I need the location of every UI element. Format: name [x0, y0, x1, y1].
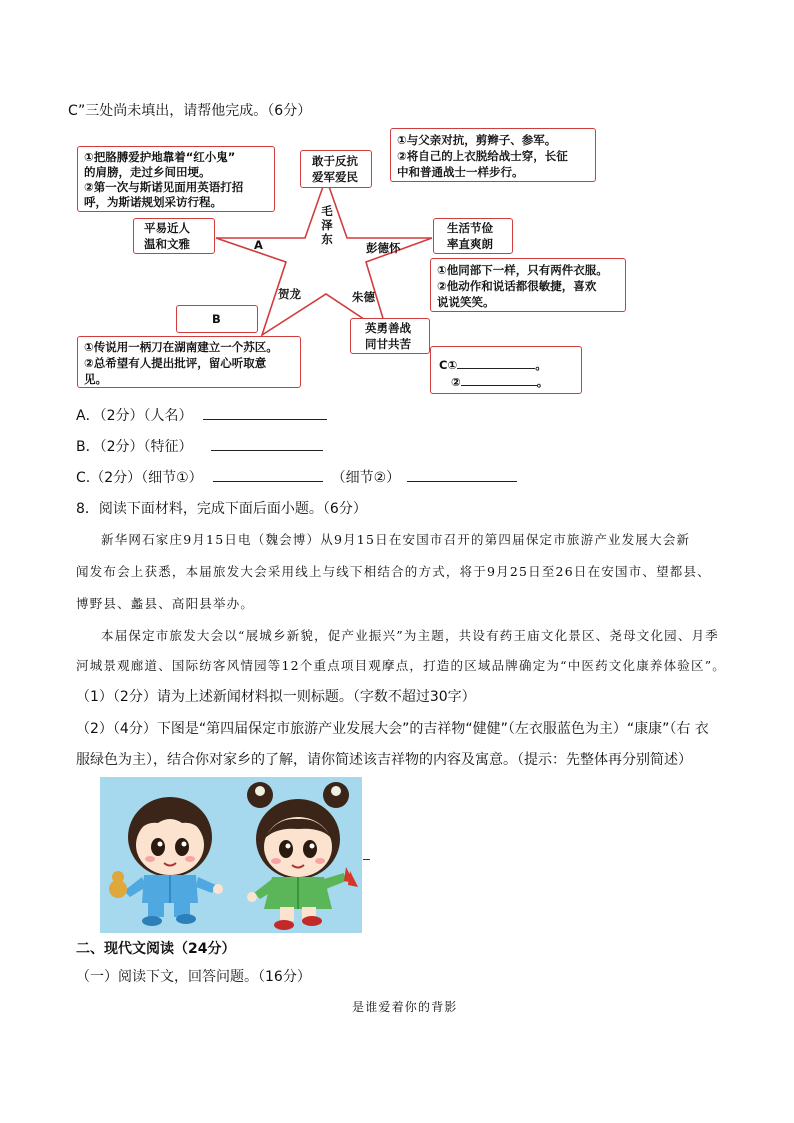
mao-detail-2: ②将自己的上衣脱给战士穿，长征: [397, 149, 568, 163]
zhu-trait-box: [350, 318, 430, 354]
mascot-image: [100, 777, 362, 933]
mascot-illustration: [100, 777, 362, 933]
c-answer-box: [430, 346, 582, 394]
answer-b-blank[interactable]: [211, 436, 323, 451]
mao-trait-box: [300, 150, 372, 188]
q8-p1-line3: 博野县、蠡县、高阳县举办。: [76, 596, 255, 611]
peng-name: 彭德怀: [366, 241, 401, 255]
answer-b: [76, 436, 323, 456]
mao-char-3: 东: [321, 232, 333, 246]
mao-detail-box: [390, 128, 596, 182]
peng-trait-box: [433, 218, 513, 254]
he-name: 贺龙: [278, 287, 301, 301]
c-blank-1[interactable]: [457, 354, 535, 369]
he-detail-box: [77, 336, 301, 388]
mao-detail-3: 中和普通战士一样步行。: [397, 165, 524, 179]
answer-b-label: B．（2分）（特征）: [76, 439, 193, 455]
he-trait-box: [176, 305, 258, 333]
answer-c-blank-2[interactable]: [407, 467, 517, 482]
left-trait-box: [133, 218, 215, 254]
answer-c-mid-label: （细节②）: [331, 470, 401, 486]
label-a: A: [254, 238, 263, 252]
answer-a-label: A．（2分）（人名）: [76, 408, 193, 424]
left-trait-1: 平易近人: [144, 221, 190, 235]
answer-c: [76, 467, 517, 487]
peng-trait-1: 生活节俭: [447, 221, 493, 235]
c-blank-2[interactable]: [461, 371, 537, 386]
q8-title: 8．阅读下面材料，完成下面后面小题。（6分）: [76, 501, 367, 517]
answer-c-blank-1[interactable]: [213, 467, 323, 482]
zhu-name: 朱德: [352, 290, 375, 304]
peng-detail-3: 说说笑笑。: [437, 295, 495, 309]
zhu-trait-1: 英勇善战: [365, 321, 411, 335]
answer-a: [76, 405, 327, 425]
peng-trait-2: 率直爽朗: [447, 237, 493, 251]
section2-sub: （一）阅读下文，回答问题。（16分）: [76, 969, 311, 985]
q8-p2-line1: 本届保定市旅发大会以“展城乡新貌，促产业振兴”为主题，共设有药王庙文化景区、尧母文化园、月季: [101, 628, 719, 643]
mao-detail-1: ①与父亲对抗，剪辫子、参军。: [397, 133, 557, 147]
c-dot-2: 。: [536, 375, 549, 389]
left-detail-4: 呼，为斯诺规划采访行程。: [84, 195, 222, 209]
q8-sub1: （1）（2分）请为上述新闻材料拟一则标题。（字数不超过30字）: [76, 689, 476, 705]
c-answer-line-2: [451, 371, 548, 390]
section2-heading: 二、现代文阅读（24分）: [76, 941, 236, 957]
he-detail-2: ②总希望有人提出批评，留心听取意: [84, 356, 267, 370]
mao-name: [320, 204, 334, 246]
q8-p1-line1: 新华网石家庄9月15日电（魏会博）从9月15日在安国市召开的第四届保定市旅游产业发展大会新: [101, 532, 691, 547]
zhu-trait-2: 同甘共苦: [365, 337, 411, 351]
q8-p2-line2: 河城景观廊道、国际纺客风情园等12个重点项目观摩点，打造的区域品牌确定为“中医药文化康养体验区”。: [76, 658, 726, 673]
q8-sub2-line1: （2）（4分）下图是“第四届保定市旅游产业发展大会”的吉祥物“健健”（左衣服蓝色为主）“康康”（右 衣: [76, 721, 709, 737]
article-title: 是谁爱着你的背影: [352, 1000, 458, 1014]
peng-detail-1: ①他同部下一样，只有两件衣服。: [437, 263, 608, 277]
q8-sub2-line2: 服绿色为主），结合你对家乡的了解，请你简述该吉祥物的内容及寓意。（提示：先整体再分别简述）: [76, 752, 692, 768]
he-trait-b: B: [212, 312, 221, 326]
left-detail-2: 的肩膀，走过乡间田埂。: [84, 165, 211, 179]
mao-trait-1: 敢于反抗: [312, 154, 358, 168]
mao-char-1: 毛: [321, 204, 333, 218]
he-detail-1: ①传说用一柄刀在湖南建立一个苏区。: [84, 340, 278, 354]
peng-detail-box: [430, 258, 626, 312]
mao-char-2: 泽: [321, 218, 333, 232]
stray-dash: [363, 859, 370, 860]
left-detail-box: [77, 146, 275, 212]
peng-detail-2: ②他动作和说话都很敏捷，喜欢: [437, 279, 597, 293]
left-detail-1: ①把胳膊爱护地靠着“红小鬼”: [84, 150, 236, 164]
answer-a-blank[interactable]: [203, 405, 327, 420]
c-label: C①: [439, 358, 458, 372]
left-trait-2: 温和文雅: [144, 237, 190, 251]
q8-p1-line2: 闻发布会上获悉，本届旅发大会采用线上与线下相结合的方式，将于9月25日至26日在安国市、望都县、: [76, 564, 711, 579]
intro-line: C”三处尚未填出，请帮他完成。（6分）: [68, 103, 312, 119]
answer-c-label: C.（2分）（细节①）: [76, 470, 203, 486]
mao-trait-2: 爱军爱民: [312, 170, 358, 184]
he-detail-3: 见。: [84, 372, 107, 386]
c-dot-1: 。: [535, 358, 547, 372]
left-detail-3: ②第一次与斯诺见面用英语打招: [84, 180, 244, 194]
c-label-2: ②: [451, 375, 461, 389]
